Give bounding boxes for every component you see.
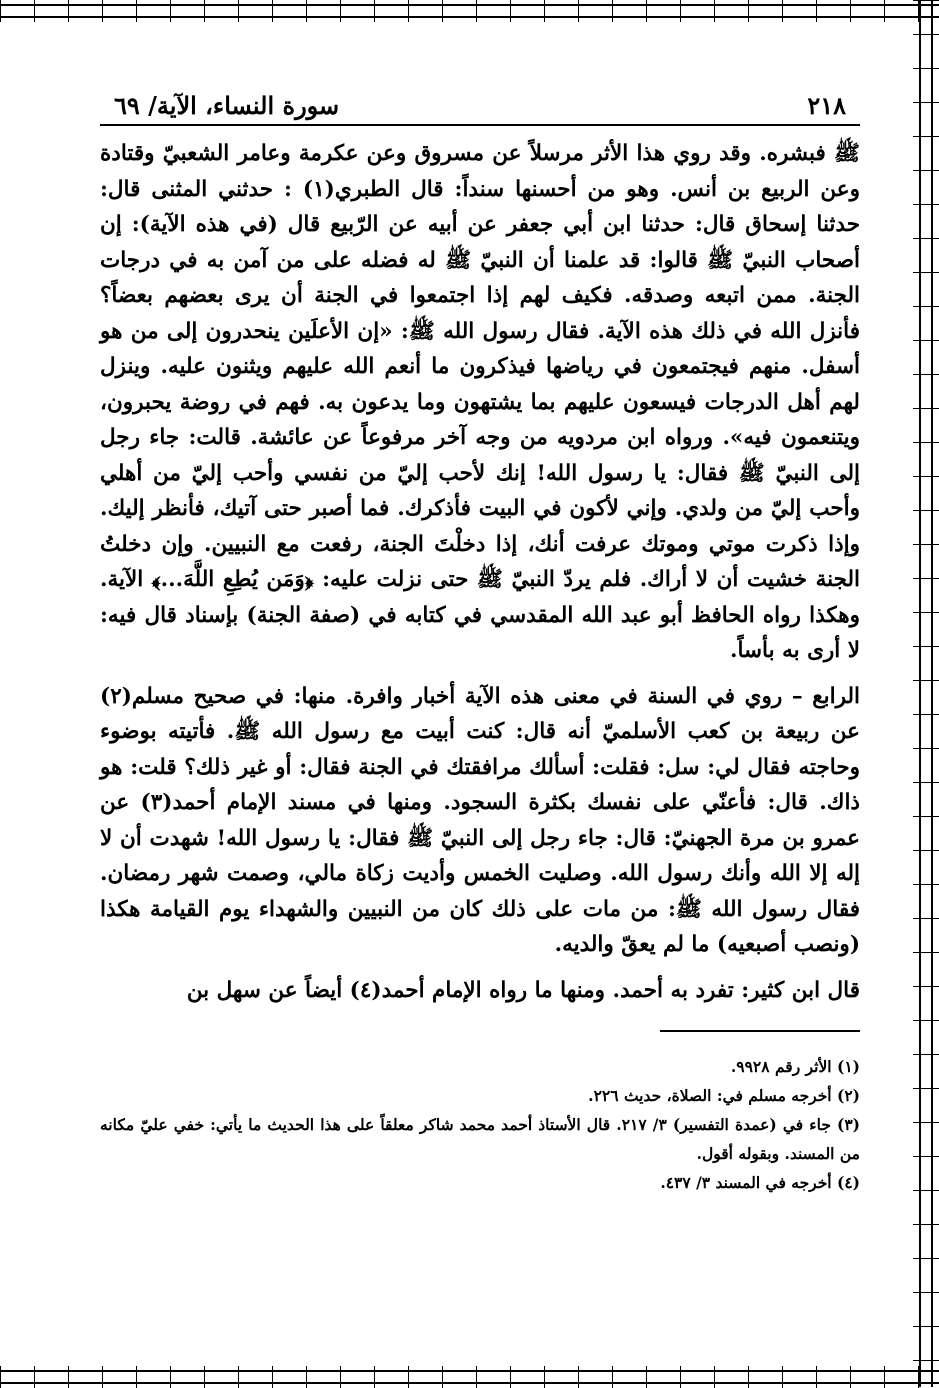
running-title: سورة النساء، الآية/ ٦٩ [114,91,340,120]
footnote-divider [660,1030,860,1032]
paragraph: الرابع – روي في السنة في معنى هذه الآية أخبار وافرة. منها: في صحيح مسلم(٢) عن ربيعة بن كعب الأسلميّ أنه قال: كنت أبيت مع رسول الله ﷺ. فأتيته بوضوء وحاجته فقال لي: سل: فقلت: أسألك مرافقتك في الجنة فقال: أو غير ذلك؟ قلت: هو ذاك. قال: فأعنّي على نفسك بكثرة السجود. ومنها في مسند الإمام أحمد(٣) عن عمرو بن مرة الجهنيّ: قال: جاء رجل إلى النبيّ ﷺ فقال: يا رسول الله! شهدت أن لا إله إلا الله وأنك رسول الله. وصليت الخمس وأديت زكاة مالي، وصمت شهر رمضان. فقال رسول الله ﷺ: من مات على ذلك كان من النبيين والشهداء يوم القيامة هكذا (ونصب أصبعيه) ما لم يعقّ والديه. [100,683,860,957]
paragraph: ﷺ فبشره. وقد روي هذا الأثر مرسلاً عن مسروق وعن عكرمة وعامر الشعبيّ وقتادة وعن الربيع بن أنس. وهو من أحسنها سنداً: قال الطبري(١) : حدثني المثنى قال: حدثنا إسحاق قال: حدثنا ابن أبي جعفر عن أبيه عن الرّبيع قال (في هذه الآية): إن أصحاب النبيّ ﷺ قالوا: قد علمنا أن النبيّ ﷺ له فضله على من آمن به في درجات الجنة. ممن اتبعه وصدقه. فكيف لهم إذا اجتمعوا في الجنة أن يرى بعضهم بعضاً؟ فأنزل الله في ذلك هذه الآية. فقال رسول الله ﷺ: «إن الأعلَين ينحدرون إلى من هو أسفل. منهم فيجتمعون في رياضها فيذكرون ما أنعم الله عليهم ويثنون عليه. وينزل لهم أهل الدرجات فيسعون عليهم بما يشتهون وما يدعون به. فهم في روضة يحبرون، ويتنعمون فيه». ورواه ابن مردويه من وجه آخر مرفوعاً عن عائشة. قالت: جاء رجل إلى النبيّ ﷺ فقال: يا رسول الله! إنك لأحب إليّ من نفسي وأحب إليّ من أهلي وأحب إليّ من ولدي. وإني لأكون في البيت فأذكرك. فما أصبر حتى آتيك، فأنظر إليك. وإذا ذكرت موتي وموتك عرفت أنك، إذا دخلْتَ الجنة، رفعت مع النبيين. وإن دخلتُ الجنة خشيت أن لا أراك. فلم يردّ النبيّ ﷺ حتى نزلت عليه: ﴿وَمَن يُطِعِ اللَّهَ...﴾ الآية. وهكذا رواه الحافظ أبو عبد الله المقدسي في كتابه في (صفة الجنة) بإسناد قال فيه: لا أرى به بأساً. [100,141,860,663]
border-chain-bottom [0,1370,939,1384]
footnote: (٤) أخرجه في المسند ٣/ ٤٣٧. [660,1173,860,1192]
border-chain-right [919,0,933,1387]
body-text [100,126,860,1008]
page-number: ٢١٨ [807,91,846,120]
footnotes [100,1052,860,1197]
book-page [100,76,860,1197]
page-header [100,76,860,126]
footnote: (٣) جاء في (عمدة التفسير) ٣/ ٢١٧. قال الأستاذ أحمد محمد شاكر معلقاً على هذا الحديث ما يأتي: خفي عليّ مكانه من المسند. وبقوله أقول. [100,1115,861,1163]
border-chain-top [0,4,939,18]
footnote: (٢) أخرجه مسلم في: الصلاة، حديث ٢٢٦. [588,1086,860,1105]
paragraph: قال ابن كثير: تفرد به أحمد. ومنها ما رواه الإمام أحمد(٤) أيضاً عن سهل بن [186,977,860,1003]
footnote: (١) الأثر رقم ٩٩٢٨. [730,1057,860,1076]
